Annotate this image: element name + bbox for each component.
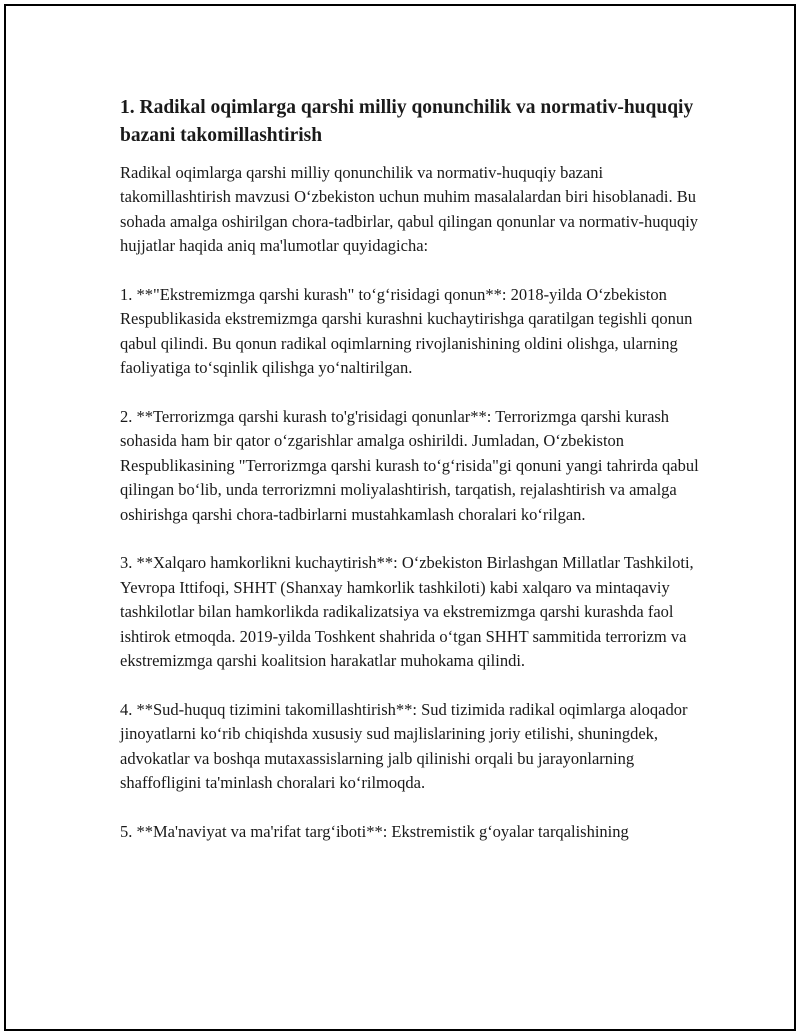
item-spiritual-education: 5. **Ma'naviyat va ma'rifat targ‘iboti**: Ekstremistik g‘oyalar tarqalishining <box>120 821 629 841</box>
item-international-cooperation: 3. **Xalqaro hamkorlikni kuchaytirish**: O‘zbekiston Birlashgan Millatlar Tashkiloti, Yevropa Ittifoqi, SHHT (Shanxay hamkorlik tashkiloti) kabi xalqaro va mintaqaviy tashkilotlar bilan hamkorlikda radikalizatsiya va ekstremizmga qarshi kurashda faol ishtirok etmoqda. 2019-yilda Toshkent shahrida o‘tgan SHHT sammitida terrorizm va ekstremizmga qarshi koalitsion harakatlar muhokama qilindi. <box>120 553 694 671</box>
intro-paragraph: Radikal oqimlarga qarshi milliy qonunchilik va normativ-huquqiy bazani takomillashtirish mavzusi O‘zbekiston uchun muhim masalalardan biri hisoblanadi. Bu sohada amalga oshirilgan chora-tadbirlar, qabul qilingan qonunlar va normativ-huquqiy hujjatlar haqida aniq ma'lumotlar quyidagicha: <box>120 163 699 256</box>
item-judicial-reform: 4. **Sud-huquq tizimini takomillashtirish**: Sud tizimida radikal oqimlarga aloqador jinoyatlarni ko‘rib chiqishda xususiy sud majlislarining joriy etilishi, shuningdek, advokatlar va boshqa mutaxassislarning jalb qilinishi orqali bu jarayonlarning shaffofligini ta'minlash choralari ko‘rilmoqda. <box>120 699 688 793</box>
item-terrorism-laws: 2. **Terrorizmga qarshi kurash to'g'risidagi qonunlar**: Terrorizmga qarshi kurash sohasida ham bir qator o‘zgarishlar amalga oshirildi. Jumladan, O‘zbekiston Respublikasining "Terrorizmga qarshi kurash to‘g‘risida"gi qonuni yangi tahrirda qabul qilingan bo‘lib, unda terrorizmni moliyalashtirish, tarqatish, rejalashtirish va amalga oshirishga qarshi chora-tadbirlarni mustahkamlash choralari ko‘rilgan. <box>120 407 699 524</box>
item-extremism-law: 1. **"Ekstremizmga qarshi kurash" to‘g‘risidagi qonun**: 2018-yilda O‘zbekiston Respublikasida ekstremizmga qarshi kurashni kuchaytirishga qaratilgan tegishli qonun qabul qilindi. Bu qonun radikal oqimlarning rivojlanishining oldini olishga, ularning faoliyatiga to‘sqinlik qilishga yo‘naltirilgan. <box>120 285 693 378</box>
document-body <box>120 94 700 869</box>
section-heading: 1. Radikal oqimlarga qarshi milliy qonunchilik va normativ-huquqiy bazani takomillashtirish <box>120 97 694 146</box>
page-frame <box>4 4 796 1031</box>
